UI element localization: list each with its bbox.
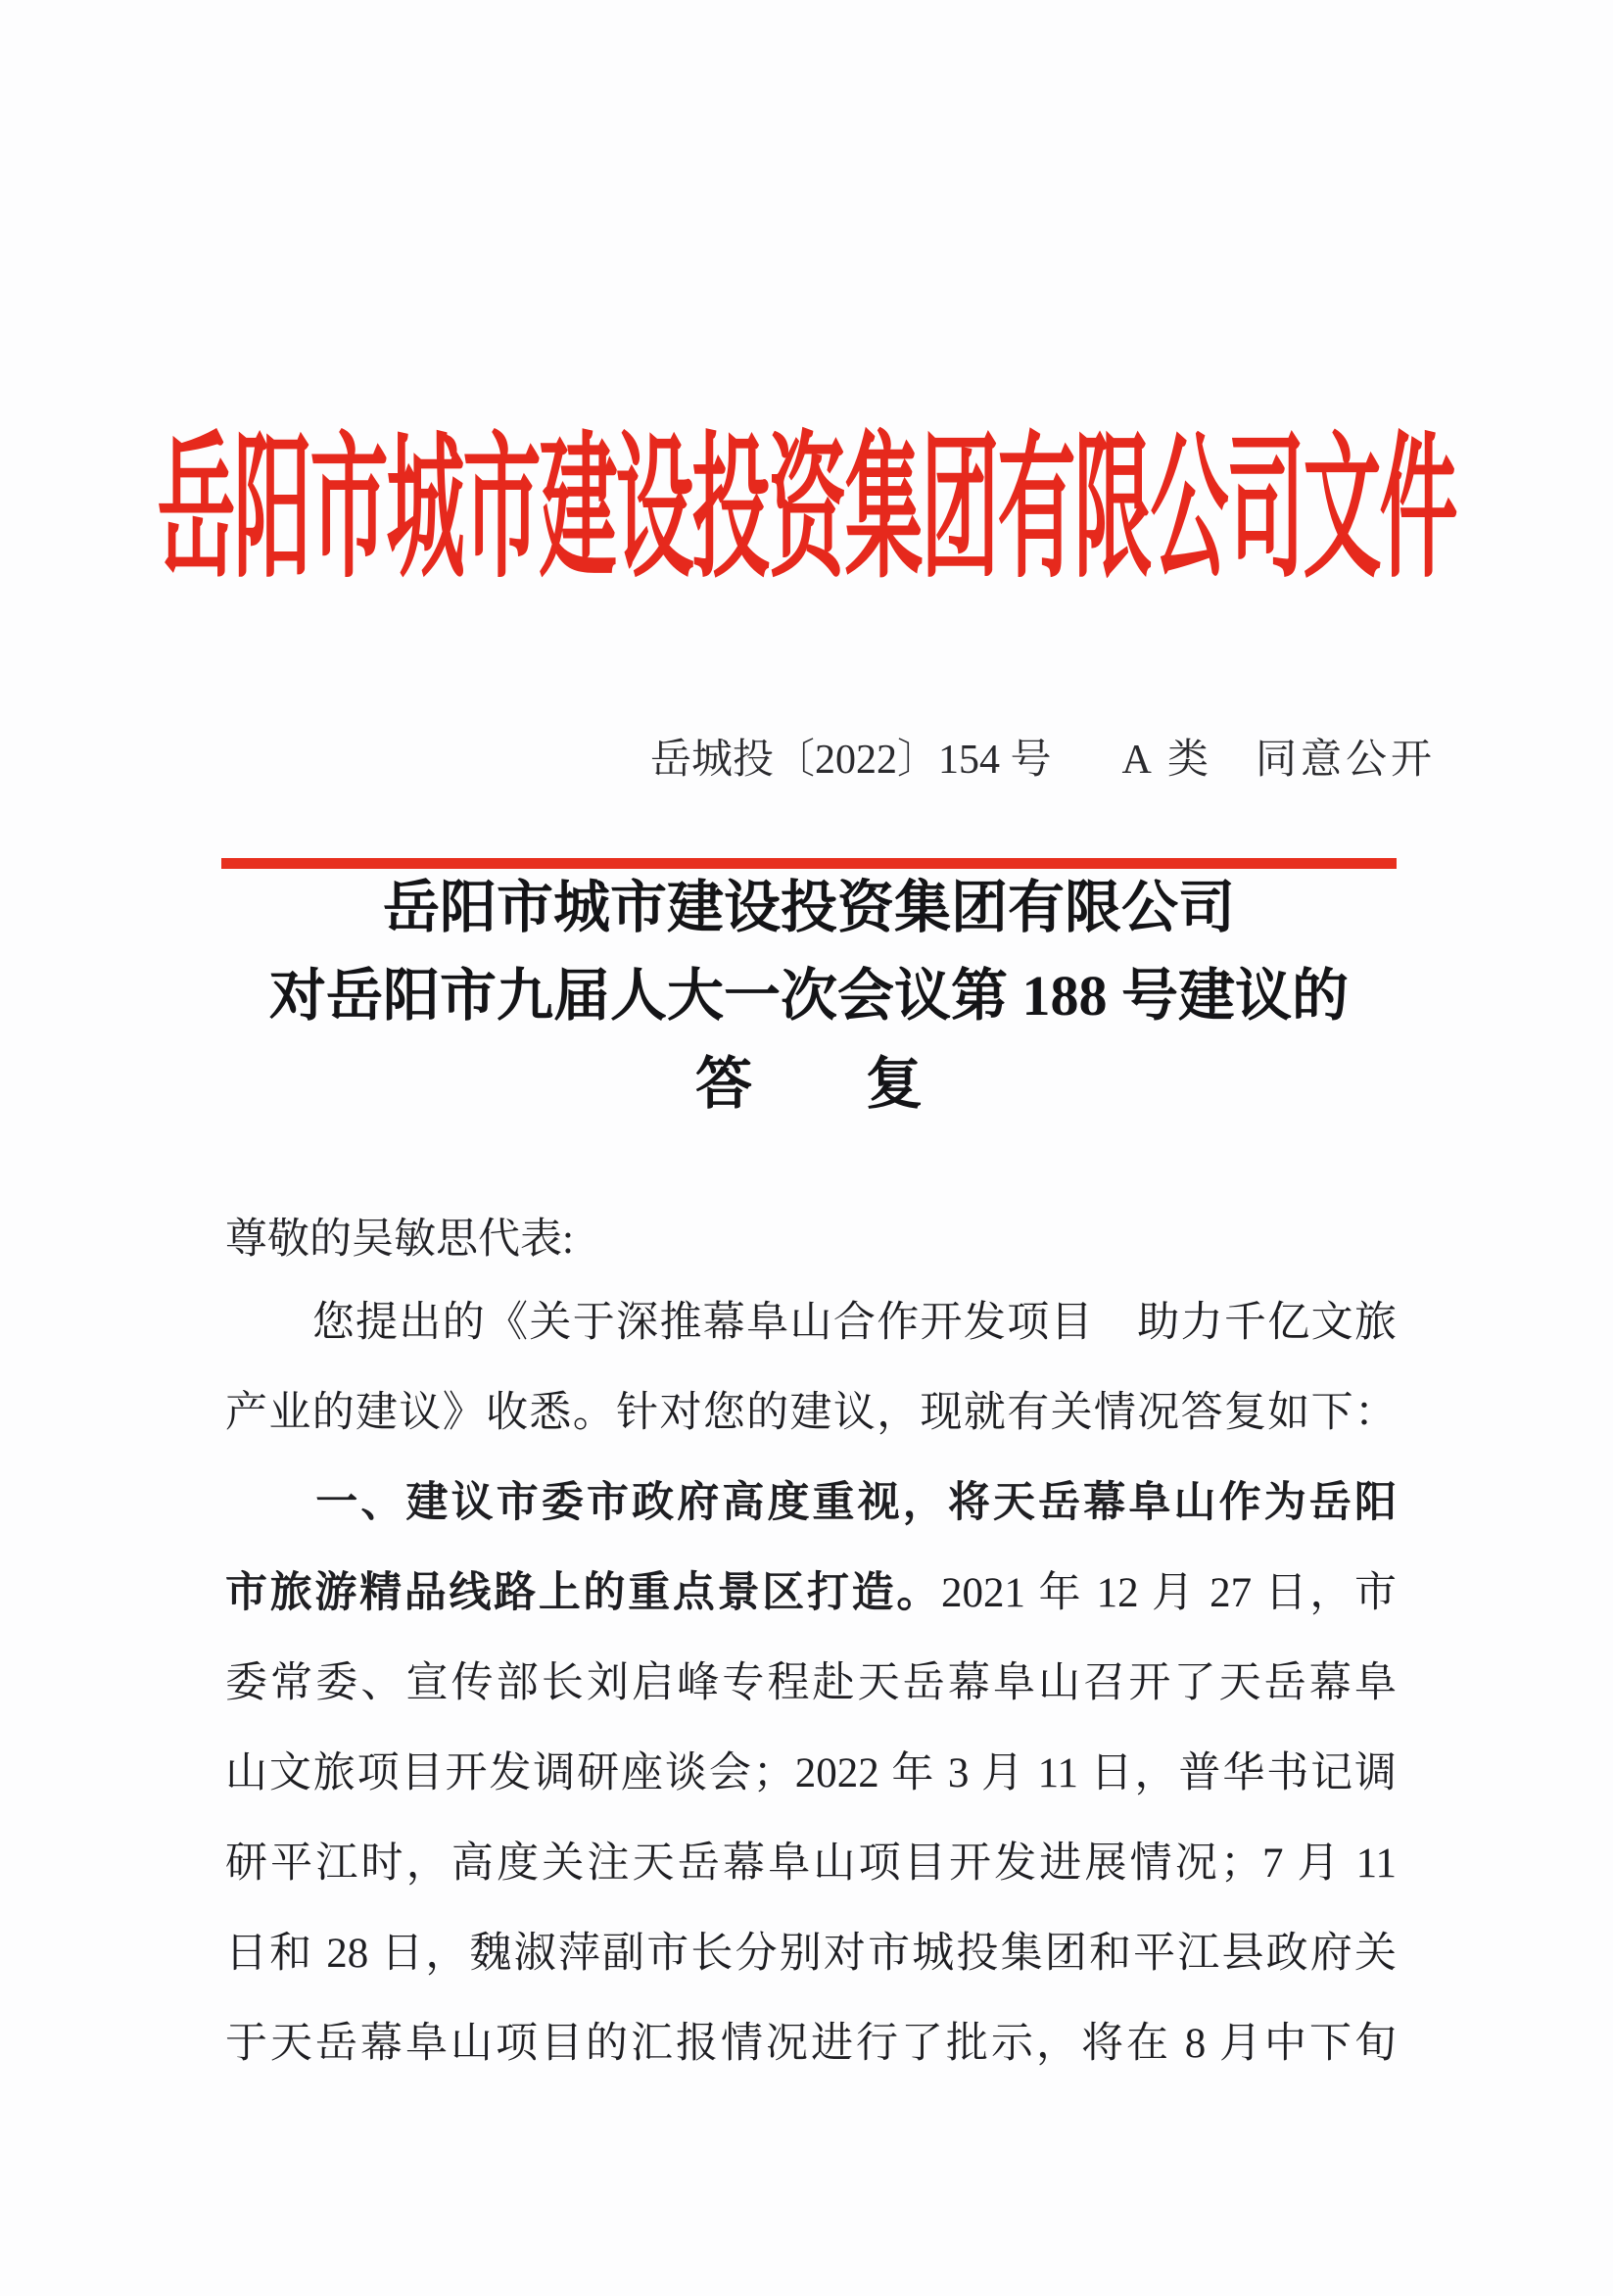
body-line-text-segment: 委常委、宣传部长刘启峰专程赴天岳幕阜山召开了天岳幕阜	[225, 1660, 1397, 1706]
body-line	[225, 1368, 1397, 1459]
body-line	[225, 1639, 1397, 1729]
body-line	[225, 1278, 1397, 1368]
document-number: 岳城投〔2022〕154 号	[650, 738, 1052, 783]
document-body	[225, 1278, 1397, 2089]
document-title	[221, 864, 1397, 1128]
classification-label: A 类	[1121, 738, 1213, 783]
body-line-text-segment: 山文旅项目开发调研座谈会；2022 年 3 月 11 日，普华书记调	[225, 1750, 1397, 1796]
body-line	[225, 1549, 1397, 1639]
publicity-label: 同意公开	[1256, 738, 1437, 783]
letterhead-title: 岳阳市城市建设投资集团有限公司文件	[157, 425, 1456, 598]
body-line-bold-segment: 一、建议市委市政府高度重视，将天岳幕阜山作为岳阳	[225, 1480, 1397, 1526]
document-meta-row	[650, 733, 1436, 788]
body-line-text-segment: 您提出的《关于深推幕阜山合作开发项目 助力千亿文旅	[225, 1300, 1397, 1346]
document-title-line-2: 对岳阳市九届人大一次会议第 188 号建议的	[268, 964, 1349, 1028]
body-line-text-segment: 研平江时，高度关注天岳幕阜山项目开发进展情况；7 月 11	[225, 1841, 1397, 1887]
document-title-line-1: 岳阳市城市建设投资集团有限公司	[382, 876, 1235, 939]
document-title-line-3: 答 复	[694, 1052, 923, 1116]
body-line-text-segment: 日和 28 日，魏淑萍副市长分别对市城投集团和平江县政府关	[225, 1931, 1397, 1977]
body-line	[225, 1729, 1397, 1819]
body-line	[225, 1459, 1397, 1549]
body-line	[225, 1999, 1397, 2089]
body-line-bold-segment: 市旅游精品线路上的重点景区打造。	[225, 1570, 942, 1616]
salutation: 尊敬的吴敏思代表:	[225, 1217, 574, 1263]
body-line-text-segment: 于天岳幕阜山项目的汇报情况进行了批示，将在 8 月中下旬	[225, 2021, 1397, 2067]
body-line-text-segment: 2021 年 12 月 27 日，市	[941, 1570, 1397, 1616]
body-line	[225, 1909, 1397, 1999]
body-line-text-segment: 产业的建议》收悉。针对您的建议，现就有关情况答复如下：	[225, 1390, 1397, 1436]
body-line	[225, 1819, 1397, 1909]
